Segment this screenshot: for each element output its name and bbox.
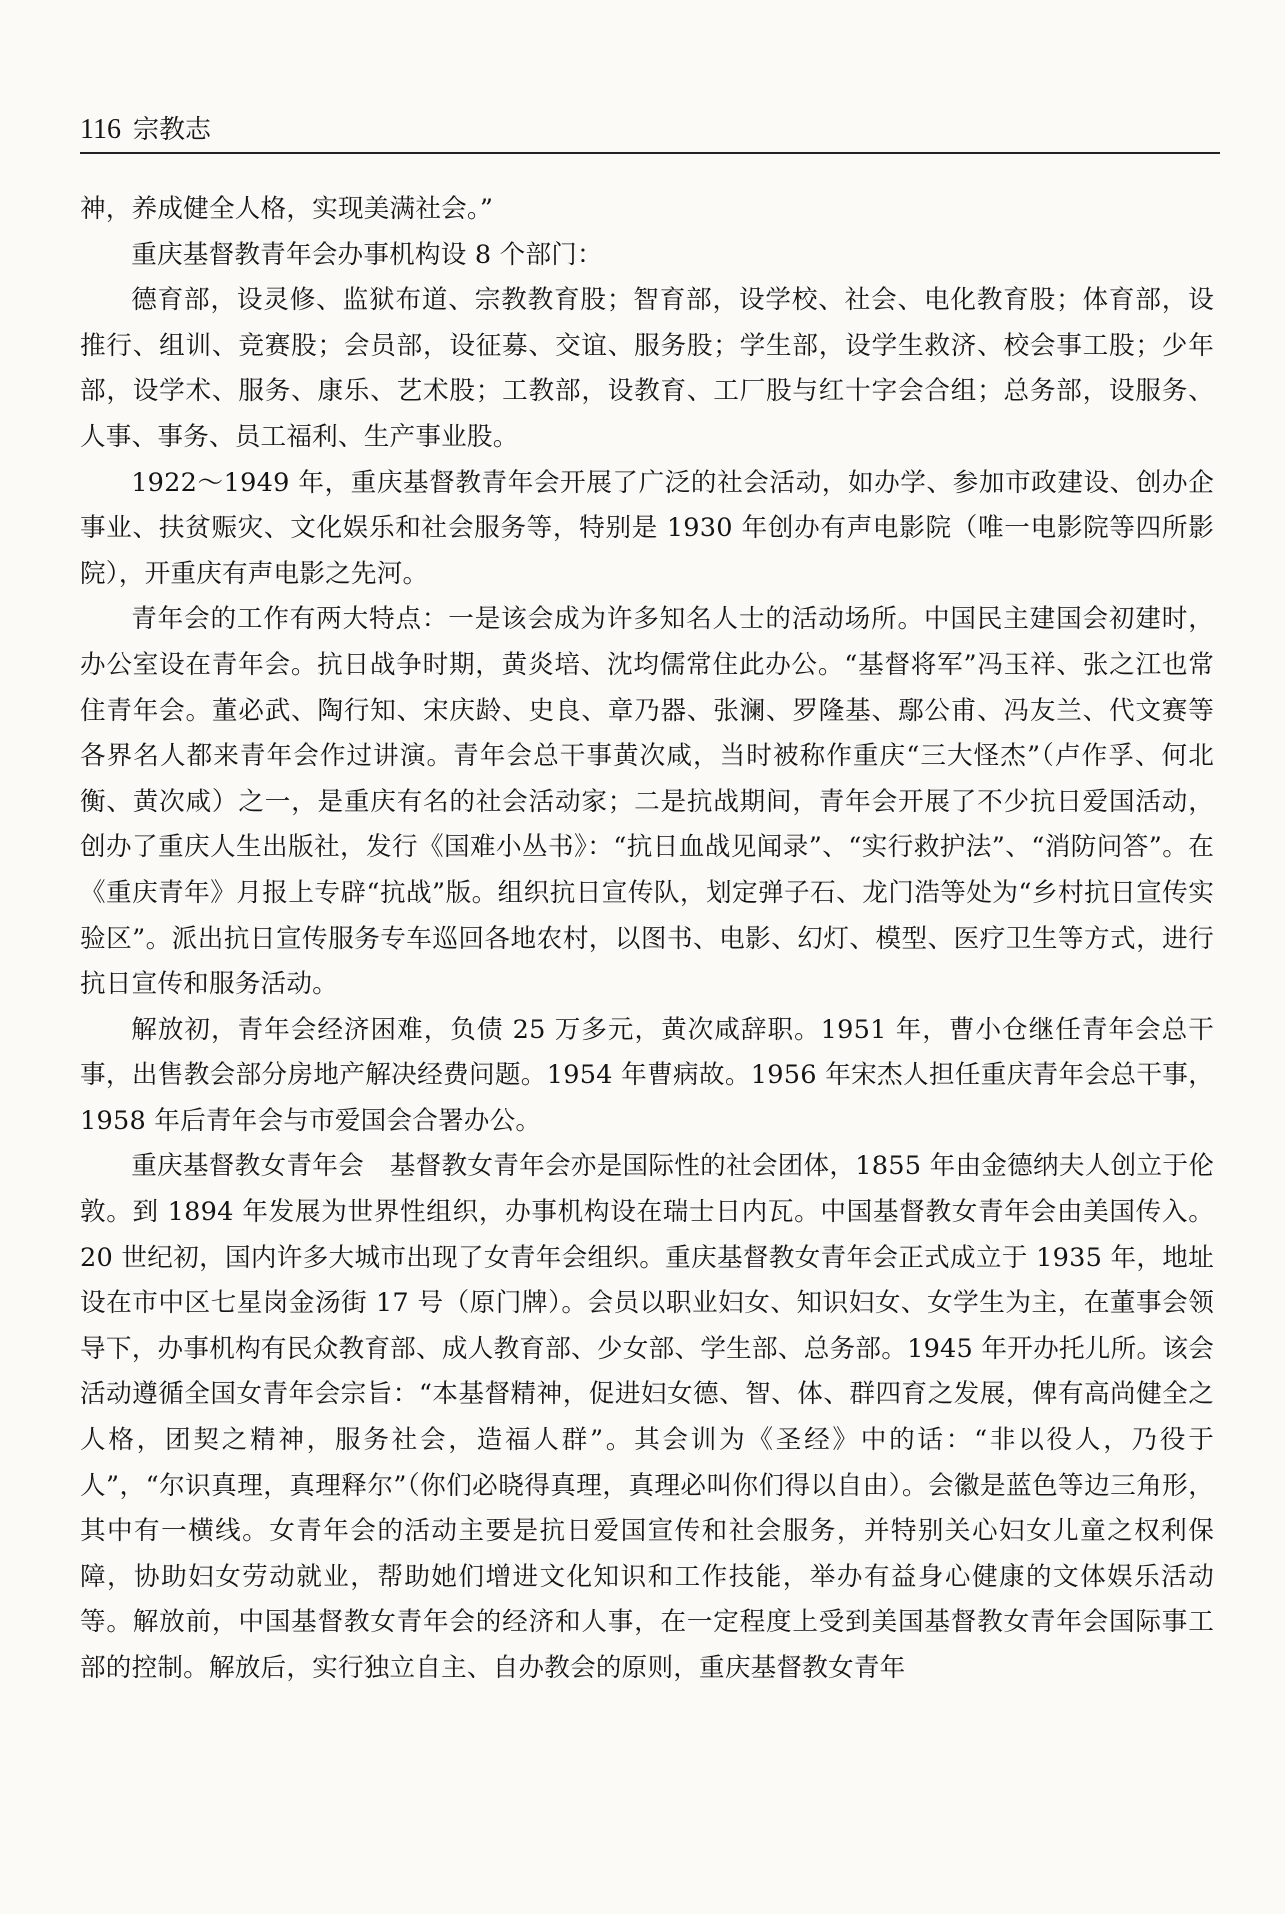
book-title: 宗教志 [132,115,211,145]
paragraph-features: 青年会的工作有两大特点：一是该会成为许多知名人士的活动场所。中国民主建国会初建时，办公室设在青年会。抗日战争时期，黄炎培、沈均儒常住此办公。“基督将军”冯玉祥、张之江也常住青年会。董必武、陶行知、宋庆龄、史良、章乃器、张澜、罗隆基、鄢公甫、冯友兰、代文赛等各界名人都来青年会作过讲演。青年会总干事黄次咸，当时被称作重庆“三大怪杰”（卢作孚、何北衡、黄次咸）之一，是重庆有名的社会活动家；二是抗战期间，青年会开展了不少抗日爱国活动，创办了重庆人生出版社，发行《国难小丛书》：“抗日血战见闻录”、“实行救护法”、“消防问答”。在《重庆青年》月报上专辟“抗战”版。组织抗日宣传队，划定弹子石、龙门浩等处为“乡村抗日宣传实验区”。派出抗日宣传服务专车巡回各地农村，以图书、电影、幻灯、模型、医疗卫生等方式，进行抗日宣传和服务活动。 [80,604,1214,1000]
body-text [80,187,1214,1692]
header-rule [80,152,1220,154]
paragraph-continued: 神，养成健全人格，实现美满社会。” [80,194,494,224]
paragraph-departments-intro: 重庆基督教青年会办事机构设 8 个部门： [131,239,603,270]
paragraph-departments-list: 德育部，设灵修、监狱布道、宗教教育股；智育部，设学校、社会、电化教育股；体育部，设推行、组训、竞赛股；会员部，设征募、交谊、服务股；学生部，设学生救济、校会事工股；少年部，设学术、服务、康乐、艺术股；工教部，设教育、工厂股与红十字会合组；总务部，设服务、人事、事务、员工福利、生产事业股。 [80,285,1214,452]
running-header [80,108,1220,152]
page-number: 116 [80,114,121,145]
paragraph-activities: 1922～1949 年，重庆基督教青年会开展了广泛的社会活动，如办学、参加市政建设、创办企事业、扶贫赈灾、文化娱乐和社会服务等，特别是 1930 年创办有声电影院（唯一电影院等四所影院），开重庆有声电影之先河。 [80,467,1214,589]
paragraph-ywca: 重庆基督教女青年会 基督教女青年会亦是国际性的社会团体，1855 年由金德纳夫人创立于伦敦。到 1894 年发展为世界性组织，办事机构设在瑞士日内瓦。中国基督教女青年会由美国传入。20 世纪初，国内许多大城市出现了女青年会组织。重庆基督教女青年会正式成立于 1935 年，地址设在市中区七星岗金汤街 17 号（原门牌）。会员以职业妇女、知识妇女、女学生为主，在董事会领导下，办事机构有民众教育部、成人教育部、少女部、学生部、总务部。1945 年开办托儿所。该会活动遵循全国女青年会宗旨：“本基督精神，促进妇女德、智、体、群四育之发展，俾有高尚健全之人格，团契之精神，服务社会，造福人群”。其会训为《圣经》中的话：“非以役人，乃役于人”，“尔识真理，真理释尔”（你们必晓得真理，真理必叫你们得以自由）。会徽是蓝色等边三角形，其中有一横线。女青年会的活动主要是抗日爱国宣传和社会服务，并特别关心妇女儿童之权利保障，协助妇女劳动就业，帮助她们增进文化知识和工作技能，举办有益身心健康的文体娱乐活动等。解放前，中国基督教女青年会的经济和人事，在一定程度上受到美国基督教女青年会国际事工部的控制。解放后，实行独立自主、自办教会的原则，重庆基督教女青年 [80,1151,1214,1683]
paragraph-post-liberation: 解放初，青年会经济困难，负债 25 万多元，黄次咸辞职。1951 年，曹小仓继任青年会总干事，出售教会部分房地产解决经费问题。1954 年曹病故。1956 年宋杰人担任重庆青年会总干事，1958 年后青年会与市爱国会合署办公。 [80,1014,1214,1136]
